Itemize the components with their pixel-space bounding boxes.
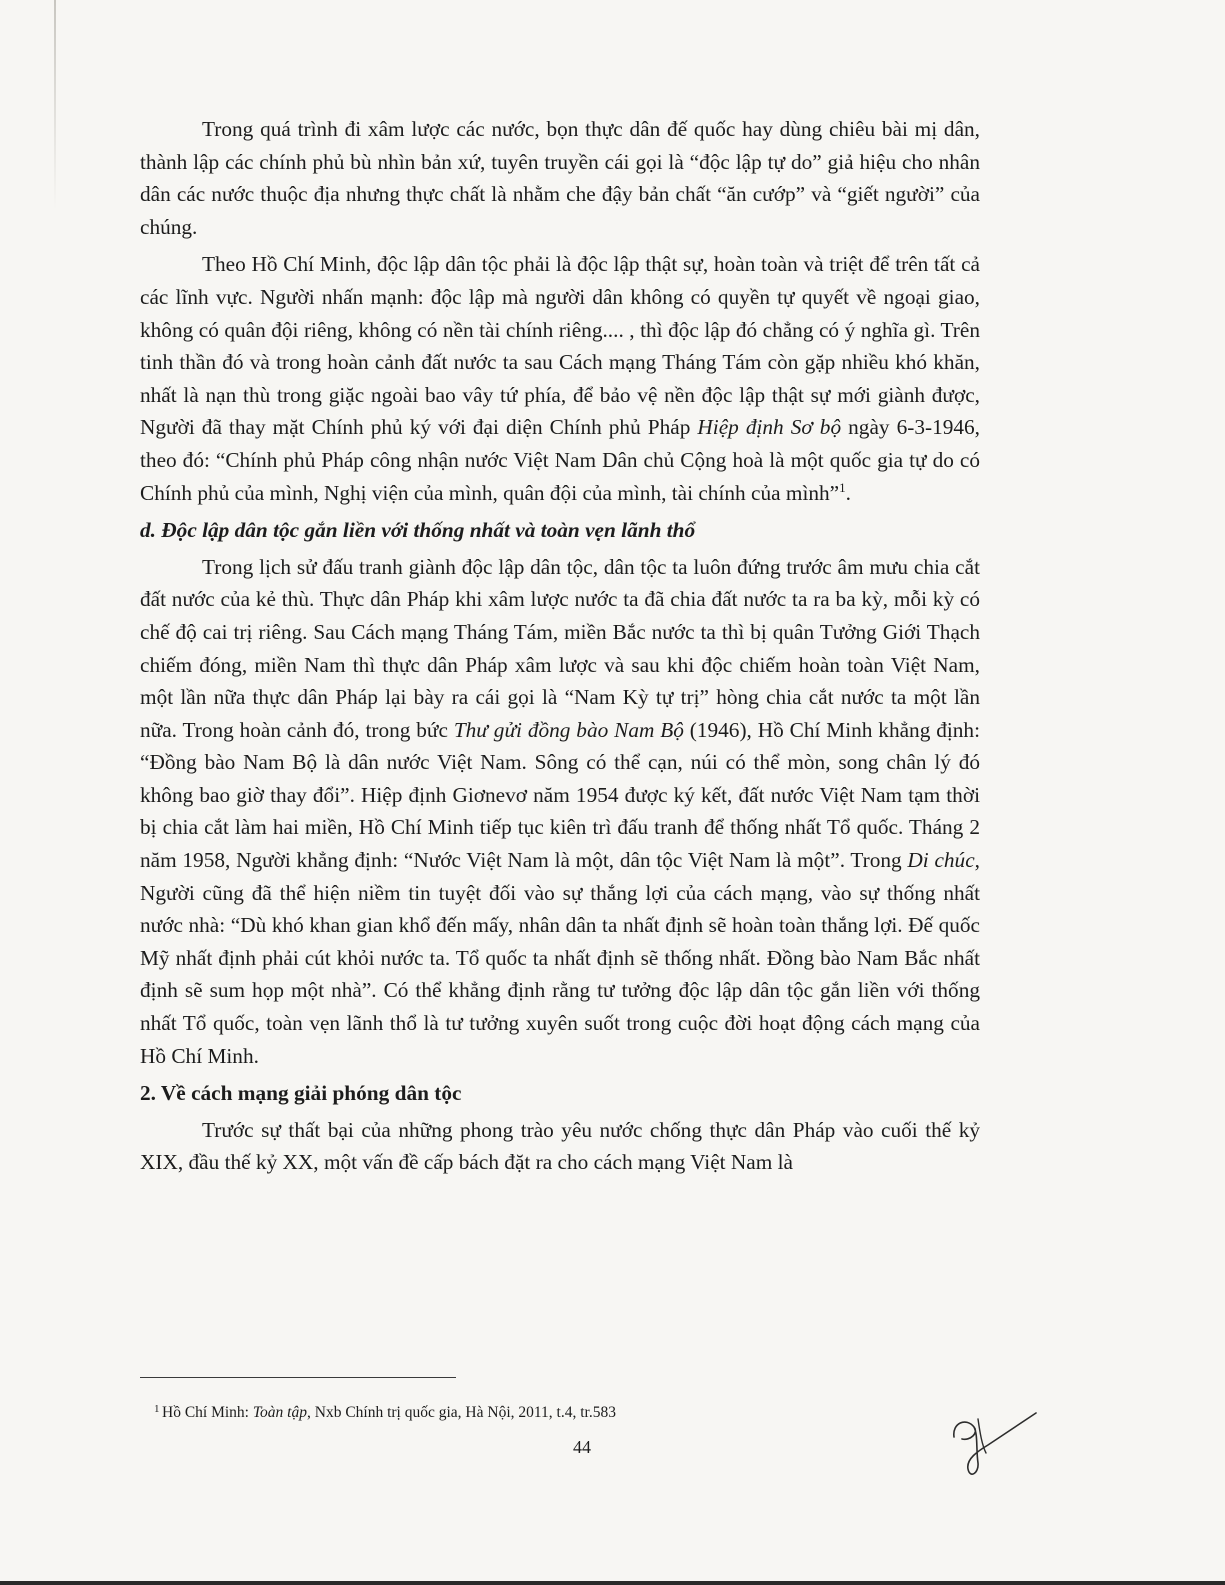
paragraph-territorial-unity	[140, 551, 980, 1073]
paragraph-text: ngày 6-3-1946, theo đó: “Chính phủ Pháp công nhận nước Việt Nam Dân chủ Cộng hoà là một quốc gia tự do có Chính phủ của mình, Nghị viện của mình, quân đội của mình, tài chính của mình”	[140, 415, 980, 505]
paragraph-text: (1946), Hồ Chí Minh khẳng định: “Đồng bào Nam Bộ là dân nước Việt Nam. Sông có thể cạn, núi có thể mòn, song chân lý đó không bao giờ thay đổi”. Hiệp định Giơnevơ năm 1954 được ký kết, đất nước Việt Nam tạm thời bị chia cắt làm hai miền, Hồ Chí Minh tiếp tục kiên trì đấu tranh để thống nhất Tổ quốc. Tháng 2 năm 1958, Người khẳng định: “Nước Việt Nam là một, dân tộc Việt Nam là một”. Trong	[140, 717, 980, 873]
italic-title: Di chúc	[907, 848, 975, 873]
footnote-source: , Nxb Chính trị quốc gia, Hà Nội, 2011, t.4, tr.583	[307, 1404, 616, 1421]
paragraph-text: .	[845, 480, 851, 505]
page-body	[140, 113, 980, 1179]
italic-title: Hiệp định Sơ bộ	[697, 415, 842, 440]
footnote-mark: 1	[154, 1403, 160, 1415]
paragraph-colonial-deception	[140, 113, 980, 243]
paragraph-text: Theo Hồ Chí Minh, độc lập dân tộc phải là độc lập thật sự, hoàn toàn và triệt để trên tất cả các lĩnh vực. Người nhấn mạnh: độc lập mà người dân không có quyền tự quyết về ngoại giao, không có quân đội riêng, không có nền tài chính riêng.... , thì độc lập đó chẳng có ý nghĩa gì. Trên tinh thần đó và trong hoàn cảnh đất nước ta sau Cách mạng Tháng Tám còn gặp nhiều khó khăn, nhất là nạn thù trong giặc ngoài bao vây tứ phía, để bảo vệ nền độc lập thật sự mới giành được, Người đã thay mặt Chính phủ ký với đại diện Chính phủ Pháp	[140, 252, 980, 440]
scan-edge	[54, 0, 56, 210]
paragraph-text: , Người cũng đã thể hiện niềm tin tuyệt đối vào sự thắng lợi của cách mạng, vào sự thống nhất nước nhà: “Dù khó khan gian khổ đến mấy, nhân dân ta nhất định sẽ hoàn toàn thắng lợi. Đế quốc Mỹ nhất định phải cút khỏi nước ta. Tổ quốc ta nhất định sẽ thống nhất. Đồng bào Nam Bắc nhất định sẽ sum họp một nhà”. Có thể khẳng định rằng tư tưởng độc lập dân tộc gắn liền với thống nhất Tổ quốc, toàn vẹn lãnh thổ là tư tưởng xuyên suốt trong cuộc đời hoạt động cách mạng của Hồ Chí Minh.	[140, 848, 980, 1068]
paragraph-text: Trong lịch sử đấu tranh giành độc lập dân tộc, dân tộc ta luôn đứng trước âm mưu chia cắt đất nước của kẻ thù. Thực dân Pháp khi xâm lược nước ta đã chia đất nước ta ra ba kỳ, mỗi kỳ có chế độ cai trị riêng. Sau Cách mạng Tháng Tám, miền Bắc nước ta thì bị quân Tưởng Giới Thạch chiếm đóng, miền Nam thì thực dân Pháp xâm lược và sau khi độc chiếm hoàn toàn Việt Nam, một lần nữa thực dân Pháp lại bày ra cái gọi là “Nam Kỳ tự trị” hòng chia cắt nước ta một lần nữa. Trong hoàn cảnh đó, trong bức	[140, 554, 980, 742]
paragraph-text: Trước sự thất bại của những phong trào yêu nước chống thực dân Pháp vào cuối thế kỷ XIX, đầu thế kỷ XX, một vấn đề cấp bách đặt ra cho cách mạng Việt Nam là	[140, 1117, 980, 1175]
footnote-divider	[140, 1377, 456, 1378]
footnote	[154, 1403, 616, 1423]
paragraph-text: Trong quá trình đi xâm lược các nước, bọn thực dân đế quốc hay dùng chiêu bài mị dân, thành lập các chính phủ bù nhìn bản xứ, tuyên truyền cái gọi là “độc lập tự do” giả hiệu cho nhân dân các nước thuộc địa nhưng thực chất là nhằm che đậy bản chất “ăn cướp” và “giết người” của chúng.	[140, 117, 980, 239]
signature-initials	[948, 1405, 1038, 1485]
paragraph-true-independence	[140, 248, 980, 509]
italic-title: Thư gửi đồng bào Nam Bộ	[453, 717, 684, 742]
paragraph-liberation-revolution	[140, 1114, 980, 1179]
section-heading-d: d. Độc lập dân tộc gắn liền với thống nhất và toàn vẹn lãnh thổ	[140, 518, 696, 543]
page-number: 44	[573, 1437, 591, 1457]
scan-edge-bottom	[0, 1581, 1225, 1585]
section-heading-2: 2. Về cách mạng giải phóng dân tộc	[140, 1081, 462, 1106]
footnote-reference: 1	[839, 479, 846, 495]
footnote-author: Hồ Chí Minh:	[162, 1404, 253, 1421]
footnote-title: Toàn tập	[252, 1404, 307, 1421]
